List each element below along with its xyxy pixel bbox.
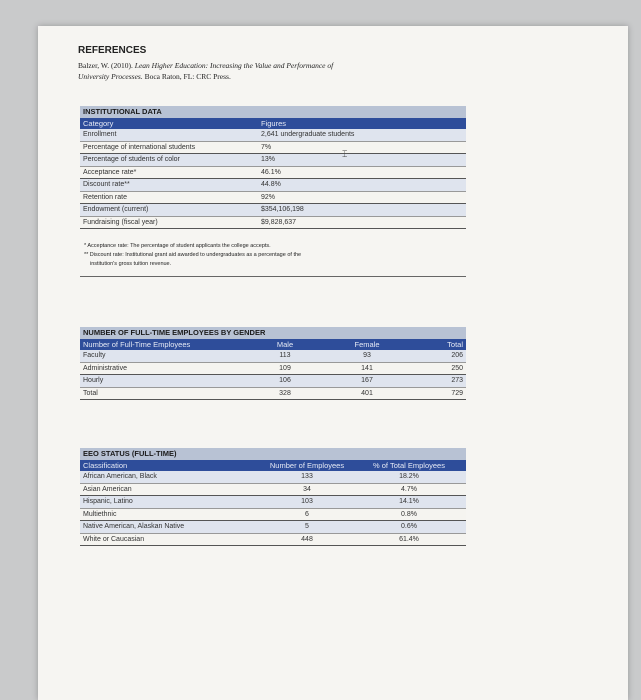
row-label: Native American, Alaskan Native: [80, 521, 262, 534]
table-row: [80, 471, 466, 483]
row-female: 93: [324, 350, 410, 362]
row-label: White or Caucasian: [80, 533, 262, 546]
table-row: [80, 191, 466, 204]
row-pct: 0.6%: [352, 521, 466, 534]
header-male: Male: [246, 339, 324, 351]
table-row: [80, 154, 466, 167]
header-classification: Classification: [80, 460, 262, 472]
citation-title-cont: University Processes.: [78, 72, 143, 81]
eeo-title: EEO STATUS (FULL-TIME): [80, 448, 466, 460]
row-category: Retention rate: [80, 191, 258, 204]
row-pct: 14.1%: [352, 496, 466, 509]
row-label: Asian American: [80, 483, 262, 496]
row-category: Fundraising (fiscal year): [80, 216, 258, 229]
header-pct-employees: % of Total Employees: [352, 460, 466, 472]
row-pct: 4.7%: [352, 483, 466, 496]
table-row: [80, 141, 466, 154]
table-header-row: [80, 460, 466, 472]
table-row: [80, 204, 466, 217]
row-label: Hourly: [80, 375, 246, 388]
table-row: [80, 166, 466, 179]
table-row: [80, 375, 466, 388]
table-title-row: [80, 448, 466, 460]
employees-by-gender-table: [80, 327, 466, 400]
table-row: [80, 521, 466, 534]
citation-title: Lean Higher Education: Increasing the Value and Performance of: [134, 61, 334, 70]
row-figure: 46.1%: [258, 166, 466, 179]
table-row: [80, 350, 466, 362]
row-pct: 61.4%: [352, 533, 466, 546]
row-male: 106: [246, 375, 324, 388]
references-heading: REFERENCES: [78, 45, 147, 56]
header-total: Total: [410, 339, 466, 351]
row-female: 401: [324, 387, 410, 400]
row-number: 103: [262, 496, 352, 509]
row-number: 133: [262, 471, 352, 483]
row-total: 250: [410, 362, 466, 375]
table-row: [80, 533, 466, 546]
row-figure: 92%: [258, 191, 466, 204]
employees-title: NUMBER OF FULL-TIME EMPLOYEES BY GENDER: [80, 327, 466, 339]
row-number: 448: [262, 533, 352, 546]
reference-citation: [78, 60, 458, 82]
row-category: Percentage of students of color: [80, 154, 258, 167]
note-acceptance: * Acceptance rate: The percentage of student applicants the college accepts.: [84, 243, 271, 249]
row-number: 6: [262, 508, 352, 521]
row-category: Enrollment: [80, 129, 258, 141]
divider: [80, 276, 466, 277]
table-title-row: [80, 106, 466, 118]
row-category: Discount rate**: [80, 179, 258, 192]
table-header-row: [80, 118, 466, 130]
table-row: [80, 362, 466, 375]
row-label: Administrative: [80, 362, 246, 375]
row-label: African American, Black: [80, 471, 262, 483]
row-total: 729: [410, 387, 466, 400]
header-number: Number of Full-Time Employees: [80, 339, 246, 351]
row-label: Hispanic, Latino: [80, 496, 262, 509]
table-row: [80, 129, 466, 141]
row-female: 141: [324, 362, 410, 375]
citation-author: Balzer, W. (2010).: [78, 61, 135, 70]
row-number: 5: [262, 521, 352, 534]
table-row: [80, 216, 466, 229]
table-title-row: [80, 327, 466, 339]
row-pct: 18.2%: [352, 471, 466, 483]
row-category: Acceptance rate*: [80, 166, 258, 179]
row-male: 328: [246, 387, 324, 400]
row-pct: 0.8%: [352, 508, 466, 521]
citation-publisher: Boca Raton, FL: CRC Press.: [142, 72, 231, 81]
header-female: Female: [324, 339, 410, 351]
table-row: [80, 508, 466, 521]
row-figure: 44.8%: [258, 179, 466, 192]
institutional-data-table: [80, 106, 466, 229]
row-figure: $9,828,637: [258, 216, 466, 229]
row-female: 167: [324, 375, 410, 388]
table-row: [80, 179, 466, 192]
eeo-status-table: [80, 448, 466, 546]
text-cursor-icon: ⌶: [342, 149, 348, 159]
row-label: Faculty: [80, 350, 246, 362]
row-total: 206: [410, 350, 466, 362]
row-figure: 13%: [258, 154, 466, 167]
row-category: Percentage of international students: [80, 141, 258, 154]
row-figure: 2,641 undergraduate students: [258, 129, 466, 141]
header-number-employees: Number of Employees: [262, 460, 352, 472]
row-male: 113: [246, 350, 324, 362]
table-row: [80, 387, 466, 400]
row-male: 109: [246, 362, 324, 375]
row-figure: 7%: [258, 141, 466, 154]
row-label: Multiethnic: [80, 508, 262, 521]
row-number: 34: [262, 483, 352, 496]
institutional-title: INSTITUTIONAL DATA: [80, 106, 466, 118]
table-header-row: [80, 339, 466, 351]
note-discount-cont: institution's gross tuition revenue.: [90, 261, 172, 267]
row-label: Total: [80, 387, 246, 400]
table-row: [80, 483, 466, 496]
row-figure: $354,106,198: [258, 204, 466, 217]
table-row: [80, 496, 466, 509]
header-category: Category: [80, 118, 258, 130]
institutional-notes: [84, 242, 444, 269]
note-discount: ** Discount rate: Institutional grant aid awarded to undergraduates as a percentage of the: [84, 252, 302, 258]
header-figures: Figures: [258, 118, 466, 130]
row-total: 273: [410, 375, 466, 388]
row-category: Endowment (current): [80, 204, 258, 217]
